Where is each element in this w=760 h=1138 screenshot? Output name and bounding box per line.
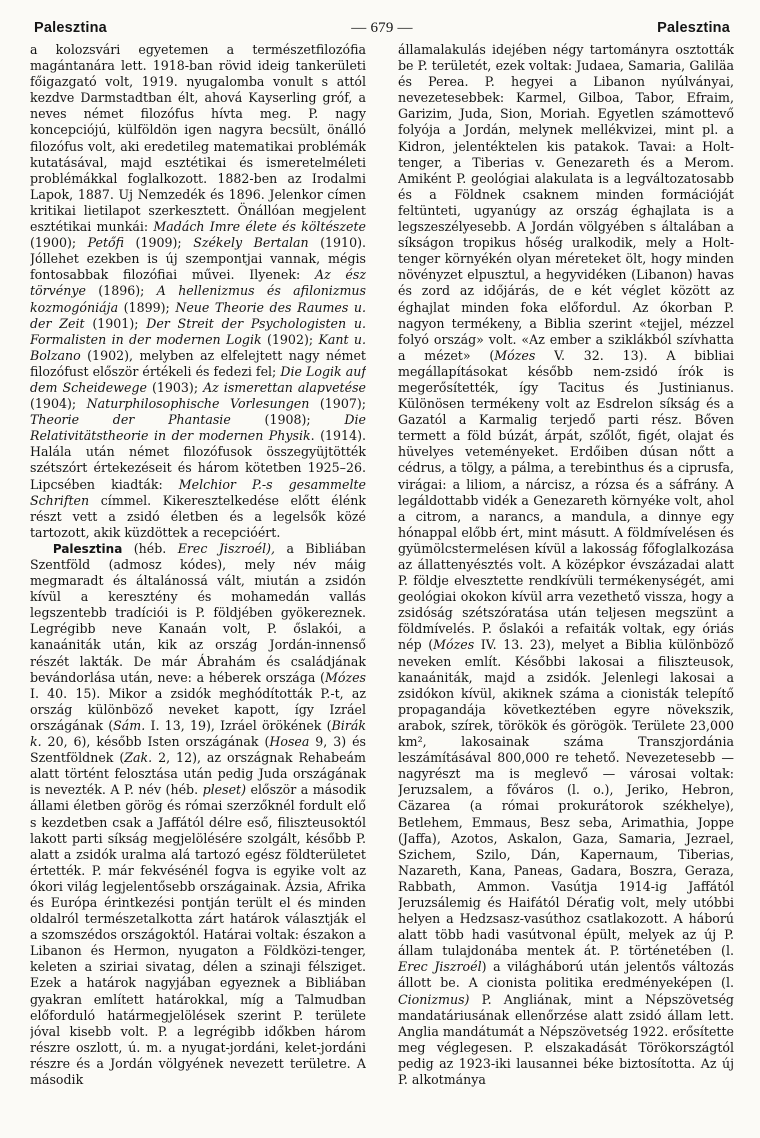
work-title: Melchior P.-s gesammelte Schriften [30,476,366,508]
work-title: Kant u. Bolzano [30,331,366,363]
work-title: Die Logik auf dem Scheidewege [30,363,366,395]
entry-keyword: Palesztina [52,541,123,556]
work-title: Die Relativitätstheorie in der modernen Physik [30,412,366,444]
entry-palesztina: Palesztina (héb. Erec Jiszroél), a Bibliában Szentföld (admosz kódes), mely név máig megmaradt és általánossá vált, miután a zsidón kívül a keresztény és mohamedán vallás legszentebb tradíciói is P. földjében gyökereznek. Legrégibb neve Kanaán volt, P. őslakói, a kanaániták után, kik az ország Jordán-innenső részét lakták. De már Ábrahám és családjának bevándorlása után, neve: a héberek országa (Mózes I. 40. 15). Mikor a zsidók meghódították P.-t, az ország különböző neveket kapott, így Izráel országának (Sám. I. 13, 19), Izráel örökének (Birák k. 20, 6), később Isten országának (Hosea 9, 3) és Szentföldnek (Zak. 2, 12), az országnak Rehabeám alatt történt felosztása után pedig Juda országának is nevezték. A P. név (héb. pleset) először a második állami életben görög és római szerzőknél fordult elő s kezdetben csak a Jaffától délre eső, filiszteusoktól lakott parti síkság megjelölésére szolgált, később P. alatt a zsidók uralma alá tartozó egész földterületet értették. P. már fekvésénél fogva is egyike volt az ókori világ legjelentősebb országainak. Ázsia, Afrika és Európa érintkezési pontján terült el és minden oldalról természetalkotta zárt határok választják el a szomszédos országoktól. Határai voltak: északon a Libanon és Hermon, nyugaton a Földközi-tenger, keleten a sziriai sivatag, délen a szinaji félsziget. Ezek a határok nagyjában egyeznek a Bibliában gyakran említett határokkal, míg a Talmudban előforduló határmegjelölések szerint P. területe jóval kisebb volt. P. a legrégibb időkben három részre oszlott, ú. m. a nyugat-jordáni, kelet-jordáni részre és a Jordán völgyének nevezett területre. A második [30,540,366,1087]
two-column-body [30,42,734,1132]
running-header [30,12,734,40]
work-title: Theorie der Phantasie [30,412,231,428]
left-column-text: a kolozsvári egyetemen a természetfilozófia magántanára lett. 1918-ban rövid ideig tankerületi főigazgató volt, 1919. nyugalomba vonult s attól kezdve Darmstadtban élt, ahová Kayserling gróf, a neves német filozófus hívta meg. P. nagy koncepciójú, külföldön igen nagyra becsült, önálló filozófus volt, aki eredetileg matematikai problémák kutatásával, majd esztétikai és ismeretelméleti problémákkal foglalkozott. 1882-ben az Irodalmi Lapok, 1887. Uj Nemzedék és 1896. Jelenkor címen kritikai lietilapot szerkesztett. Önállóan megjelent esztétikai munkái: Madách Imre élete és költészete (1900); Petőfi (1909); Székely Bertalan (1910). Jóllehet ezekben is új szempontjai vannak, mégis fontosabbak filozófiai művei. Ilyenek: Az ész törvénye (1896); A hellenizmus és afilonizmus kozmogóniája (1899); Neue Theorie des Raumes u. der Zeit (1901); Der Streit der Psychologisten u. Formalisten in der modernen Logik (1902); Kant u. Bolzano (1902), melyben az elfelejtett nagy német filozófust először értékeli és fedezi fel; Die Logik auf dem Scheidewege (1903); Az ismerettan alapvetése (1904); Naturphilosophische Vorlesungen (1907); Theorie der Phantasie (1908); Die Relativitätstheorie in der modernen Physik. (1914). Halála után német filozófusok összegyüjtötték szétszórt értekezéseit és három kötetben 1925–26. Lipcsében kiadták: Melchior P.-s gesammelte Schriften címmel. Kikeresztelkedése előtt élénk részt vett a zsidó életben és a legelsők közé tartozott, akik küzdöttek a recepcióért. [30,42,366,540]
work-title: Petőfi [87,235,125,251]
work-title: Neue Theorie des Raumes u. der Zeit [30,299,366,331]
work-title: A hellenizmus és afilonizmus kozmogóniája [30,283,366,315]
header-right-keyword: Palesztina [657,20,730,36]
header-left-keyword: Palesztina [34,20,107,36]
right-column-text: államalakulás idejében négy tartományra osztották be P. területét, ezek voltak: Judaea, Samaria, Galiläa és Perea. P. hegyei a Libanon nyúlványai, nevezetesebbek: Karmel, Gilboa, Tabor, Efraim, Garizim, Juda, Sion, Moriah. Egyetlen számottevő folyója a Jordán, melynek mellékvizei, mint pl. a Kidron, jelentéktelen kis patakok. Tavai: a Holt-tenger, a Tiberias v. Genezareth és a Merom. Amiként P. geológiai alakulata is a legváltozatosabb és a Földnek csaknem minden formációját feltünteti, ugyanúgy az ország éghajlata is a legszeszélyesebb. A Jordán völgyében s általában a síkságon tropikus hőség uralkodik, mely a Holt-tenger környékén olyan méreteket ölt, hogy minden növényzet elpusztul, a hegyvidéken (Libanon) havas és zord az időjárás, de e két véglet között az éghajlat minden foka előfordul. Az ókorban P. nagyon termékeny, a Biblia szerint «tejjel, mézzel folyó ország» volt. «Az ember a sziklákból szívhatta a mézet» (Mózes V. 32. 13). A bibliai megállapításokat később nem-zsidó írók is megerősítették, így Tacitus és Justinianus. Különösen termékeny volt az Esdrelon síkság és a Gazatól a Karmalig terjedő parti rész. Bőven termett a föld búzát, árpát, szőlőt, figét, olajat és hüvelyes veteményeket. Erdőiben dúsan nőtt a cédrus, a tölgy, a pálma, a terebinthus és a ciprusfa, virágai: a liliom, a nárcisz, a rózsa és a sáfrány. A legáldottabb vidék a Genezareth környéke volt, ahol a citrom, a narancs, a mandula, a dinnye egy hónappal előbb ért, mint másutt. A földmívelésen és gyümölcstermelésen kívül a lakosság főfoglalkozása az állattenyésztés volt. A középkor évszázadai alatt P. földje elvesztette rendkívüli termékenységét, ami geológiai okokon kívül arra vezethető vissza, hogy a zsidóság szétszóratása után teljesen megszünt a földmívelés. P. őslakói a refaiták voltak, egy óriás nép (Mózes IV. 13. 23), melyet a Biblia különböző neveken említ. Későbbi lakosai a filiszteusok, kanaániták, majd a zsidók. Jelenlegi lakosai a zsidókon kívül, akiknek száma a cionisták telepítő propagandája következtében egyre növekszik, arabok, szírek, törökök és görögök. Területe 23,000 km², lakosainak száma Transzjordánia leszámításával 800,000 re tehető. Nevezetesebb — nagyrészt ma is meglevő — városai voltak: Jeruzsalem, a főváros (l. o.), Jeriko, Hebron, Cäzarea (a római prokurátorok székhelye), Betlehem, Emmaus, Besz seba, Arimathia, Joppe (Jaffa), Azotos, Askalon, Gaza, Samaria, Jezrael, Szichem, Szilo, Dán, Kapernaum, Tiberias, Nazareth, Kana, Paneas, Gadara, Boszra, Geraza, Rabbath, Ammon. Vasútja 1914-ig Jaffától Jeruzsálemig és Haifától Déraťig volt, mely utóbbi helyen a Hedzsasz-vasúthoz csatlakozott. A háború alatt több hadi vasútvonal épült, melyek az új P. állam tulajdonába mentek át. P. történetében (l. Erec Jiszroél) a világháború után jelentős változás állott be. A cionista politika eredményeképen (l. Cionizmus) P. Angliának, mint a Népszövetség mandatáriusának ellenőrzése alatt zsidó állam lett. Anglia mandátumát a Népszövetség 1922. erősítette meg véglegesen. P. elszakadását Törökországtól pedig az 1923-iki lausannei béke biztosította. Az új P. alkotmánya [398,42,734,1087]
work-title: Naturphilosophische Vorlesungen [86,396,310,412]
right-column [398,42,734,1132]
page-number: — 679 — [351,20,413,36]
work-title: Madách Imre élete és költészete [153,219,366,235]
work-title: Székely Bertalan [193,235,309,251]
work-title: Az ismerettan alapvetése [203,379,366,395]
work-title: Az ész törvénye [30,267,366,299]
left-column [30,42,366,1132]
work-title: Der Streit der Psychologisten u. Formalisten in der modernen Logik [30,315,366,347]
